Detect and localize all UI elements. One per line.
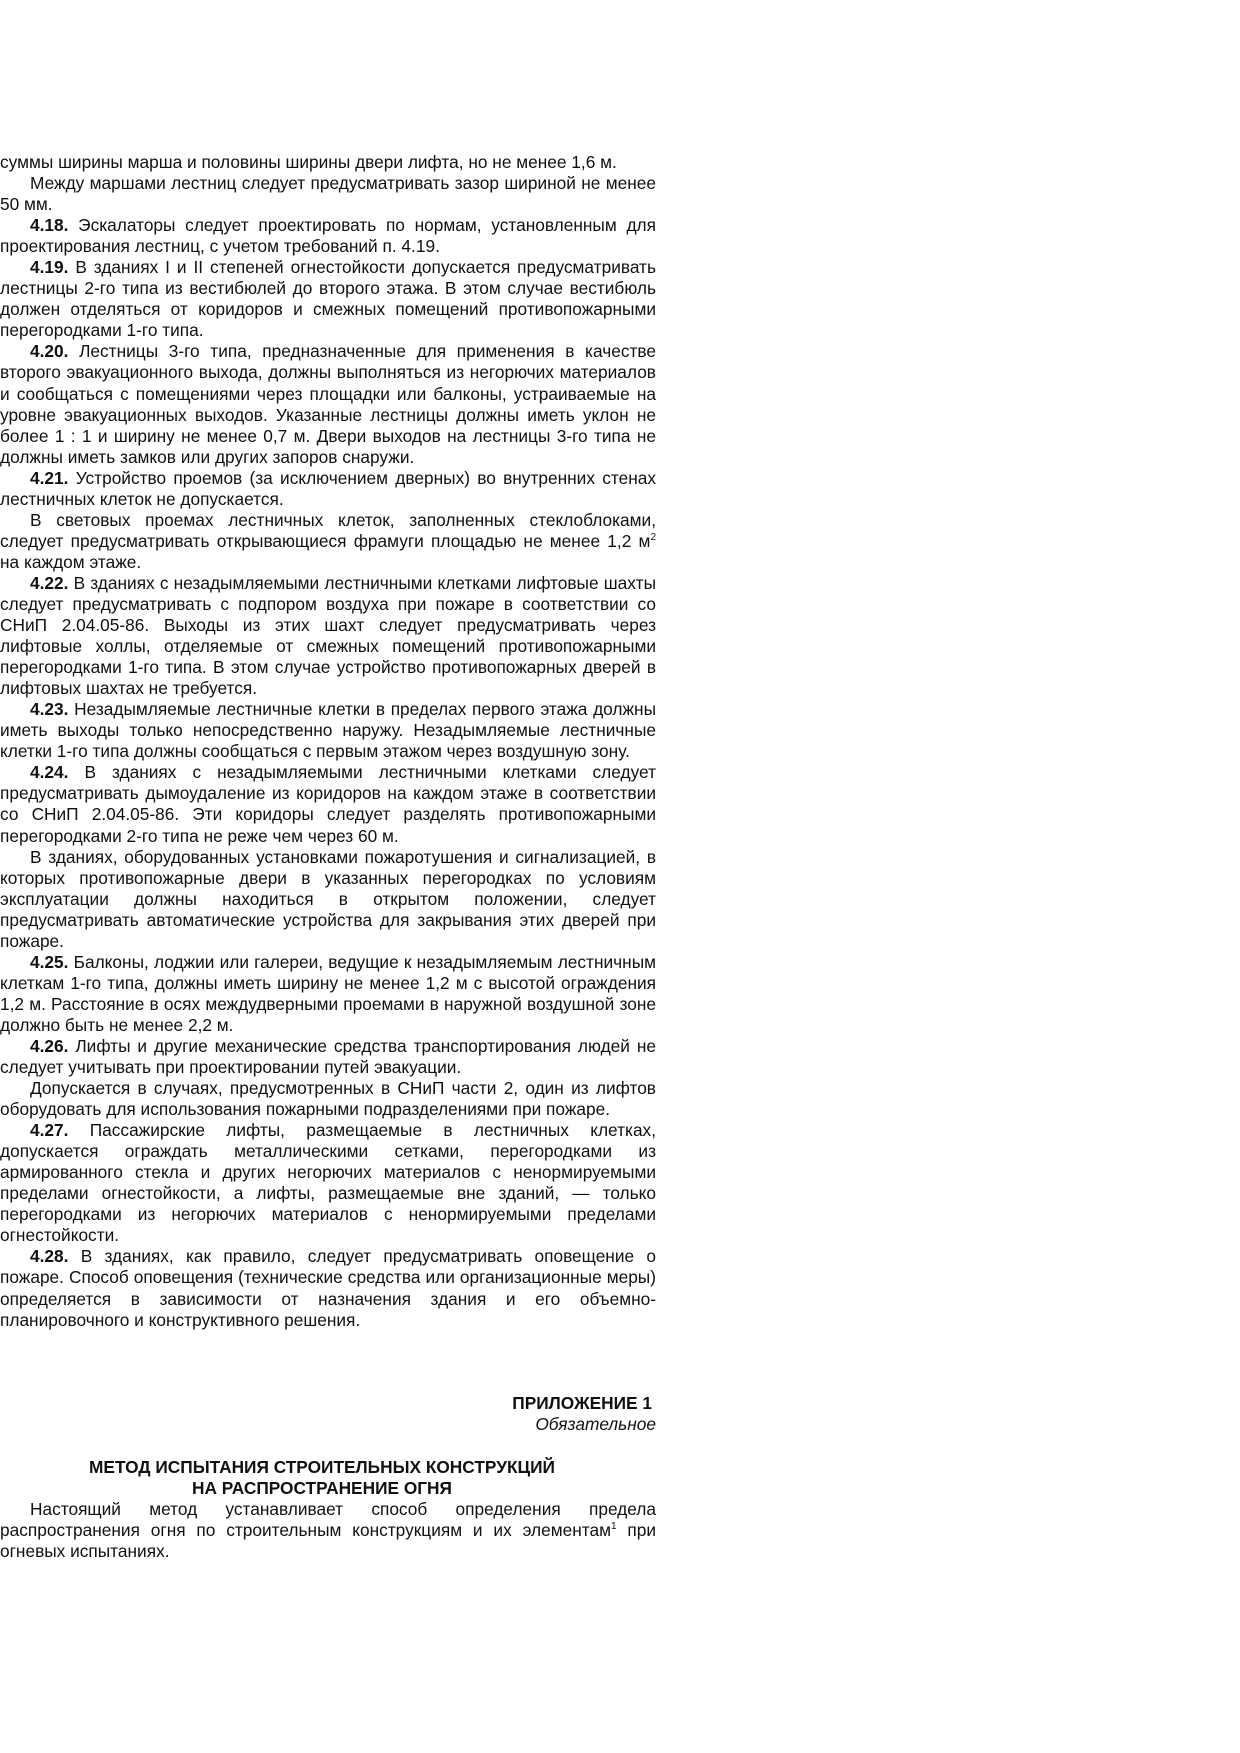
clause-number: 4.20. [30, 341, 69, 362]
paragraph-text: Незадымляемые лестничные клетки в пределах первого этажа должны иметь выходы только непосредственно наружу. Незадымляемые лестничные клетки 1-го типа должны сообщаться с первым этажом через воздушную зону. [0, 699, 656, 762]
paragraph-p3 [0, 257, 656, 341]
paragraph-p5 [0, 468, 656, 510]
paragraph-p4 [0, 341, 656, 467]
paragraph-text: Лифты и другие механические средства транспортирования людей не следует учитывать при проектировании путей эвакуации. [0, 1035, 656, 1078]
document-page [0, 152, 656, 1562]
paragraph-text: Допускается в случаях, предусмотренных в СНиП части 2, один из лифтов оборудовать для использования пожарными подразделениями при пожаре. [0, 1078, 656, 1120]
appendix-label: ПРИЛОЖЕНИЕ 1 [512, 1392, 652, 1413]
paragraph-p2 [0, 215, 656, 257]
paragraph-text: Балконы, лоджии или галереи, ведущие к незадымляемым лестничным клеткам 1-го типа, должны иметь ширину не менее 1,2 м с высотой ограждения 1,2 м. Расстояние в осях междудверными проемами в наружной воздушной зоне должно быть не менее 2,2 м. [0, 951, 656, 1035]
paragraph-text: В зданиях с незадымляемыми лестничными клетками следует предусматривать дымоудаление из коридоров на каждом этаже в соответствии со СНиП 2.04.05-86. Эти коридоры следует разделять противопожарными перегородками 2-го типа не реже чем через 60 м. [0, 762, 656, 846]
appendix-title-line2: НА РАСПРОСТРАНЕНИЕ ОГНЯ [192, 1477, 452, 1498]
paragraph-p9 [0, 762, 656, 846]
appendix-header [0, 1393, 656, 1435]
clause-number: 4.26. [30, 1035, 69, 1056]
clause-number: 4.23. [30, 699, 69, 720]
section-4-paragraphs [0, 152, 656, 1331]
paragraph-text: В световых проемах лестничных клеток, заполненных стеклоблоками, следует предусматривать открывающиеся фрамуги площадью не менее 1,2 м [0, 509, 656, 551]
appendix-intro-paragraph [0, 1499, 656, 1562]
paragraph-p11 [0, 952, 656, 1036]
clause-number: 4.28. [30, 1246, 69, 1267]
paragraph-p8 [0, 699, 656, 762]
paragraph-p7 [0, 573, 656, 699]
paragraph-text: Лестницы 3-го типа, предназначенные для применения в качестве второго эвакуационного выхода, должны выполняться из негорючих материалов и сообщаться с помещениями через площадки или балконы, устраиваемые на уровне эвакуационных выходов. Указанные лестницы должны иметь уклон не более 1 : 1 и ширину не менее 0,7 м. Двери выходов на лестницы 3-го типа не должны иметь замков или других запоров снаружи. [0, 341, 656, 467]
appendix-intro-text: Настоящий метод устанавливает способ определения предела распространения огня по строительным конструкциям и их элементам [0, 1498, 656, 1540]
paragraph-text: Пассажирские лифты, размещаемые в лестничных клетках, допускается ограждать металлическими сетками, перегородками из армированного стекла и других негорючих материалов с ненормируемыми пределами огнестойкости, а лифты, размещаемые вне зданий, — только перегородками из негорючих материалов с ненормируемыми пределами огнестойкости. [0, 1120, 656, 1246]
paragraph-p0 [0, 152, 656, 173]
paragraph-p15 [0, 1246, 656, 1330]
paragraph-p14 [0, 1120, 656, 1246]
clause-number: 4.24. [30, 762, 69, 783]
appendix-title [0, 1457, 656, 1499]
paragraph-text: В зданиях с незадымляемыми лестничными клетками лифтовые шахты следует предусматривать с подпором воздуха при пожаре в соответствии со СНиП 2.04.05-86. Выходы из этих шахт следует предусматривать через лифтовые холлы, отделяемые от смежных помещений противопожарными перегородками 1-го типа. В этом случае устройство противопожарных дверей в лифтовых шахтах не требуется. [0, 572, 656, 699]
clause-number: 4.25. [30, 951, 69, 972]
paragraph-text: Устройство проемов (за исключением дверных) во внутренних стенах лестничных клеток не допускается. [0, 467, 656, 509]
paragraph-p13 [0, 1078, 656, 1120]
paragraph-text: В зданиях I и II степеней огнестойкости допускается предусматривать лестницы 2-го типа из вестибюлей до второго этажа. В этом случае вестибюль должен отделяться от коридоров и смежных помещений противопожарными перегородками 1-го типа. [0, 257, 656, 341]
paragraph-p6 [0, 510, 656, 573]
paragraph-text: Эскалаторы следует проектировать по нормам, установленным для проектирования лестниц, с учетом требований п. 4.19. [0, 215, 656, 257]
appendix-intro-after: при огневых испытаниях. [0, 1519, 656, 1561]
clause-number: 4.19. [30, 257, 69, 278]
paragraph-text: суммы ширины марша и половины ширины двери лифта, но не менее 1,6 м. [0, 152, 617, 172]
clause-number: 4.18. [30, 215, 69, 236]
clause-number: 4.22. [30, 572, 69, 593]
appendix-status: Обязательное [535, 1413, 656, 1434]
clause-number: 4.27. [30, 1120, 69, 1141]
footnote-marker: 1 [610, 1520, 617, 1532]
paragraph-text: Между маршами лестниц следует предусматривать зазор шириной не менее 50 мм. [0, 173, 656, 215]
appendix-title-line1: МЕТОД ИСПЫТАНИЯ СТРОИТЕЛЬНЫХ КОНСТРУКЦИЙ [89, 1456, 555, 1477]
paragraph-p1 [0, 173, 656, 215]
superscript: 2 [650, 531, 656, 543]
clause-number: 4.21. [30, 467, 69, 488]
paragraph-p12 [0, 1036, 656, 1078]
paragraph-text: В зданиях, оборудованных установками пожаротушения и сигнализацией, в которых противопожарные двери в указанных перегородках по условиям эксплуатации должны находиться в открытом положении, следует предусматривать автоматические устройства для закрывания этих дверей при пожаре. [0, 846, 656, 951]
paragraph-text-after: на каждом этаже. [0, 551, 142, 572]
paragraph-p10 [0, 847, 656, 952]
paragraph-text: В зданиях, как правило, следует предусматривать оповещение о пожаре. Способ оповещения (технические средства или организационные меры) определяется в зависимости от назначения здания и его объемно-планировочного и конструктивного решения. [0, 1246, 656, 1330]
